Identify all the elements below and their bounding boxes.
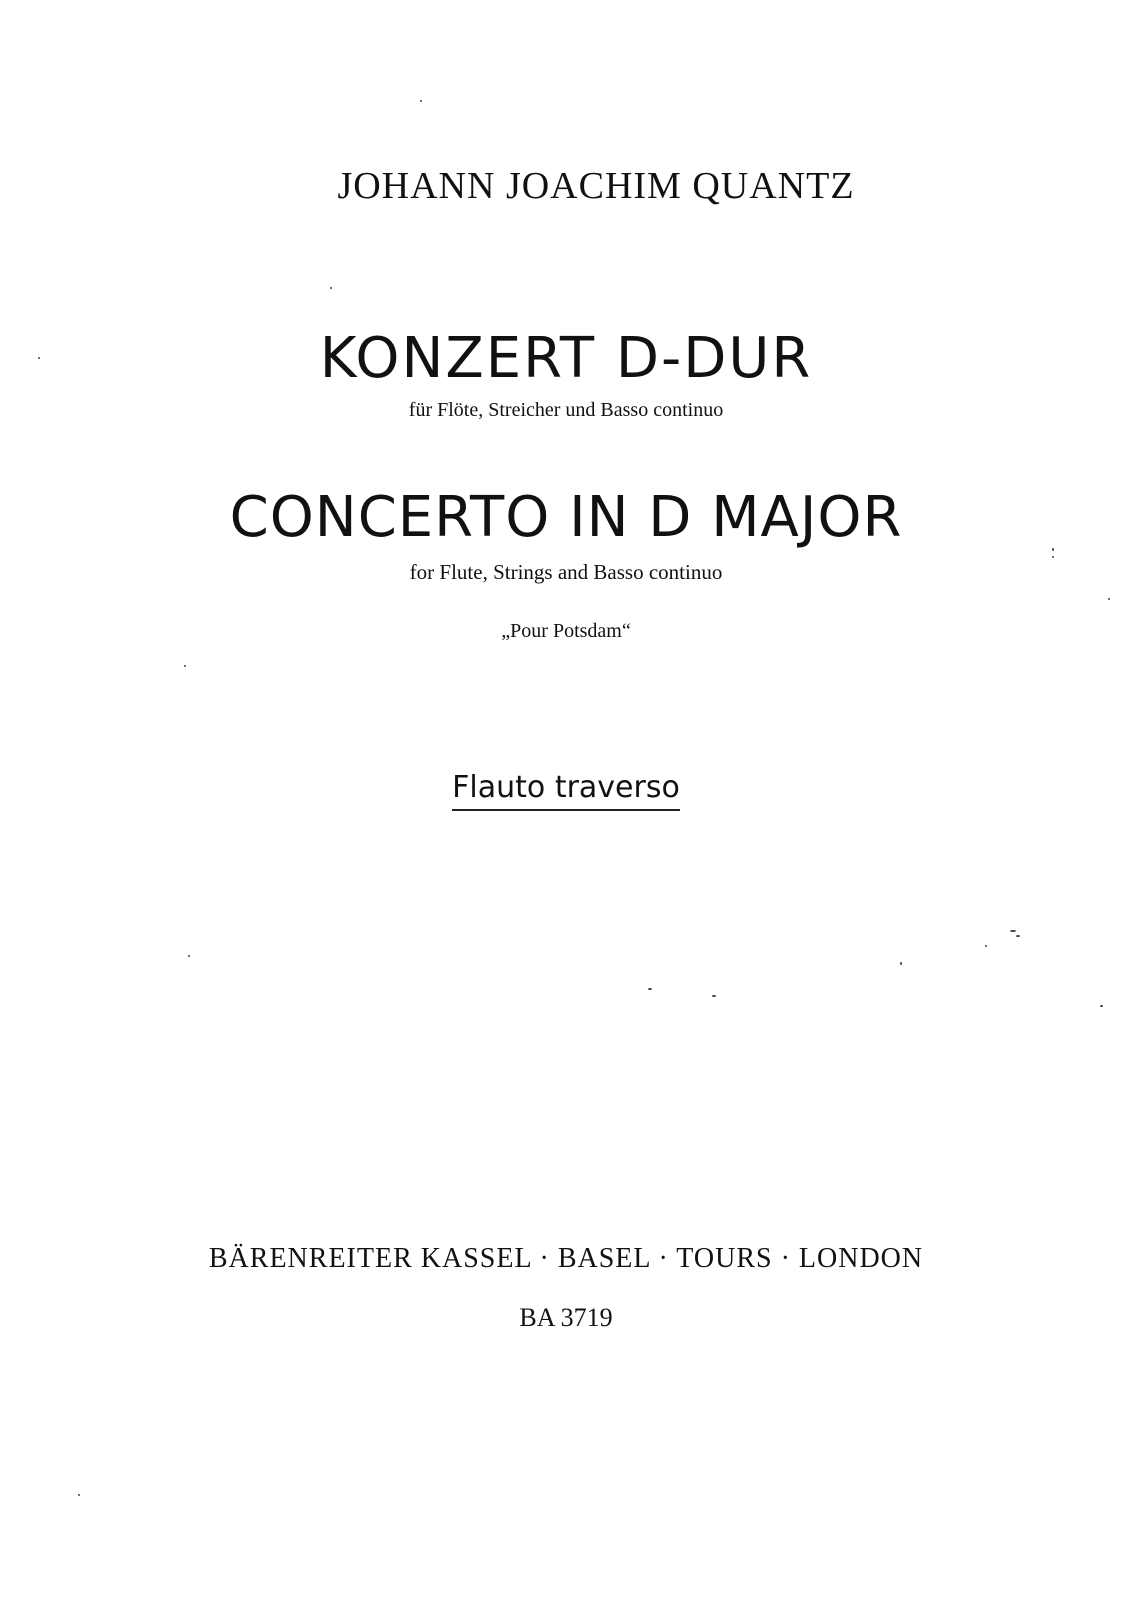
part-label-wrapper: [0, 770, 1132, 811]
scan-speck: [1052, 548, 1054, 551]
scan-speck: [38, 357, 40, 359]
subtitle-english: for Flute, Strings and Basso continuo: [409, 560, 723, 584]
scan-speck: [1010, 930, 1016, 932]
scan-speck: [184, 665, 186, 667]
subtitle-german: für Flöte, Streicher und Basso continuo: [408, 399, 724, 421]
scan-speck: [188, 955, 190, 957]
scan-speck: [420, 100, 422, 102]
composer-name: JOHANN JOACHIM QUANTZ: [337, 165, 855, 207]
publisher-line: BÄRENREITER KASSEL · BASEL · TOURS · LONDON: [208, 1243, 924, 1274]
scan-speck: [648, 988, 652, 990]
work-nickname: „Pour Potsdam“: [501, 620, 631, 642]
title-english: CONCERTO IN D MAJOR: [229, 485, 903, 550]
instrument-part-name: Flauto traverso: [452, 770, 680, 811]
scan-speck: [712, 995, 716, 997]
scan-speck: [900, 962, 902, 965]
scan-speck: [1016, 935, 1020, 937]
scan-speck: [330, 287, 332, 289]
scan-speck: [985, 945, 987, 947]
scan-speck: [1052, 556, 1054, 558]
scan-speck: [1100, 1005, 1103, 1007]
catalog-number: BA 3719: [519, 1303, 613, 1332]
scan-speck: [78, 1494, 80, 1496]
title-german: KONZERT D-DUR: [319, 326, 813, 391]
scan-speck: [1108, 598, 1110, 600]
